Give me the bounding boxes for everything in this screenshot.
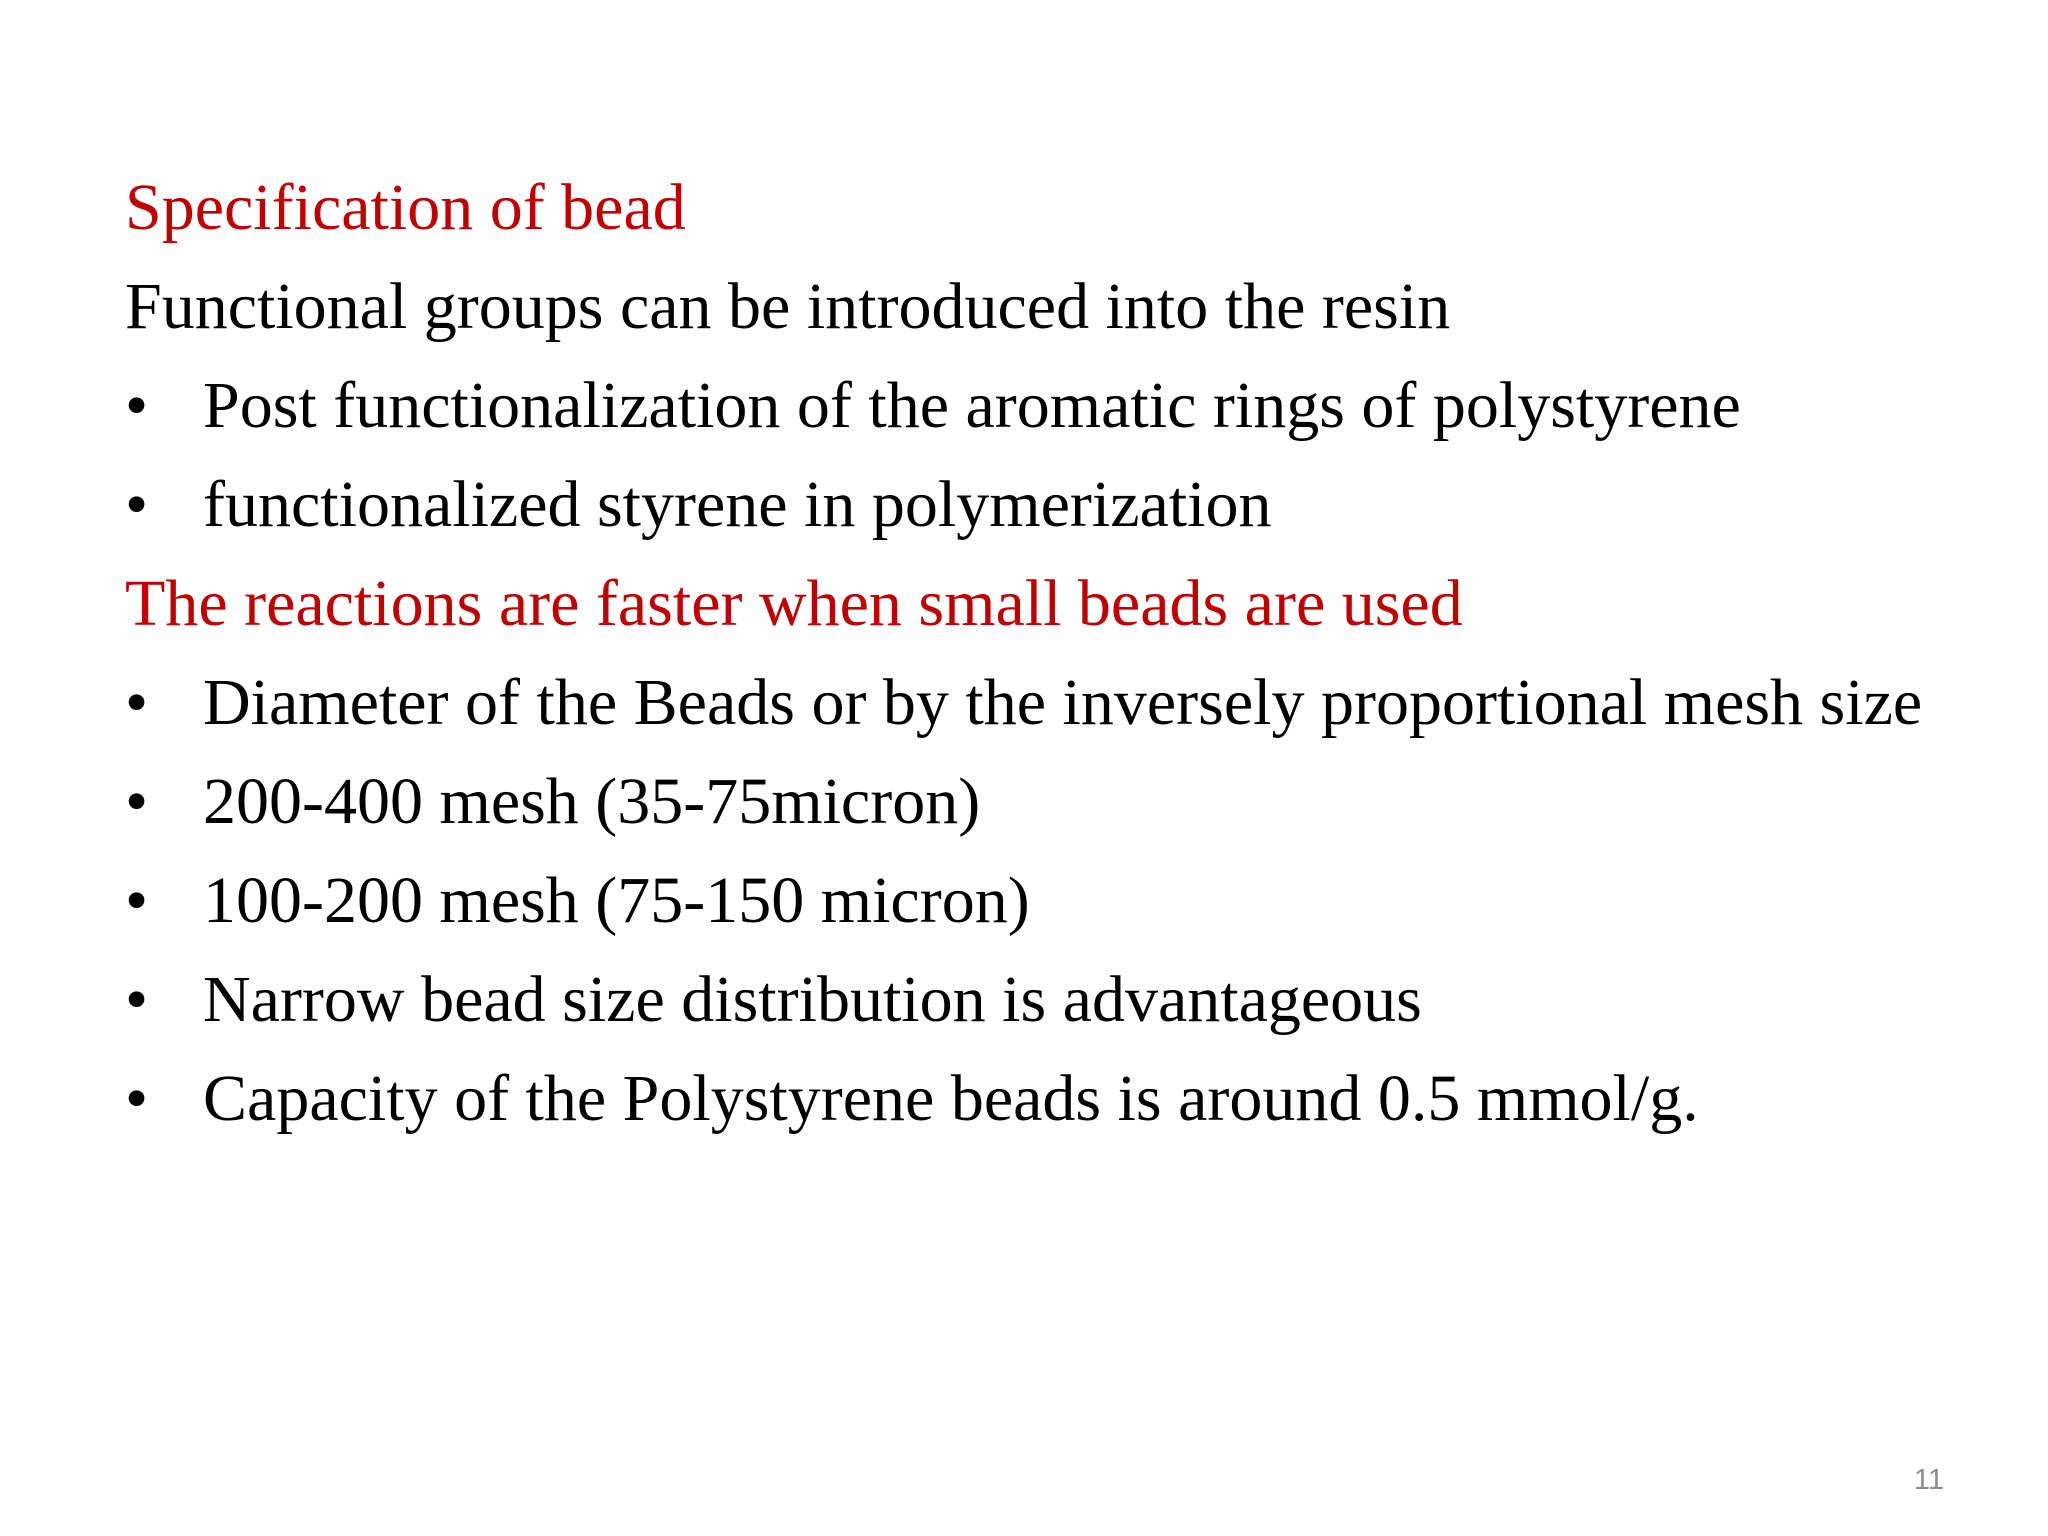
bullet-icon: • bbox=[125, 963, 149, 1036]
page-number: 11 bbox=[1913, 1464, 1944, 1496]
section-heading-bead-specification: Specification of bead bbox=[125, 171, 686, 244]
bullet-icon: • bbox=[125, 765, 149, 838]
bullet-item bbox=[125, 653, 1945, 752]
section-heading-reaction-speed: The reactions are faster when small beads are used bbox=[125, 567, 1463, 640]
bullet-text: Diameter of the Beads or by the inversely proportional mesh size bbox=[203, 666, 1923, 739]
bullet-icon: • bbox=[125, 864, 149, 937]
bullet-item bbox=[125, 950, 1945, 1049]
bullet-text: Post functionalization of the aromatic rings of polystyrene bbox=[203, 369, 1741, 442]
bullet-item bbox=[125, 851, 1945, 950]
bullet-icon: • bbox=[125, 468, 149, 541]
bullet-item bbox=[125, 356, 1945, 455]
slide-content bbox=[125, 158, 1945, 1148]
bullet-text: functionalized styrene in polymerization bbox=[203, 468, 1272, 541]
bullet-text: Narrow bead size distribution is advantageous bbox=[203, 963, 1422, 1036]
bullet-text: Capacity of the Polystyrene beads is around 0.5 mmol/g. bbox=[203, 1062, 1699, 1135]
bullet-item bbox=[125, 1049, 1945, 1148]
body-line-functional-groups: Functional groups can be introduced into the resin bbox=[125, 270, 1451, 343]
bullet-icon: • bbox=[125, 369, 149, 442]
bullet-text: 100-200 mesh (75-150 micron) bbox=[203, 864, 1030, 937]
bullet-item bbox=[125, 752, 1945, 851]
bullet-icon: • bbox=[125, 666, 149, 739]
bullet-item bbox=[125, 455, 1945, 554]
bullet-icon: • bbox=[125, 1062, 149, 1135]
bullet-text: 200-400 mesh (35-75micron) bbox=[203, 765, 981, 838]
